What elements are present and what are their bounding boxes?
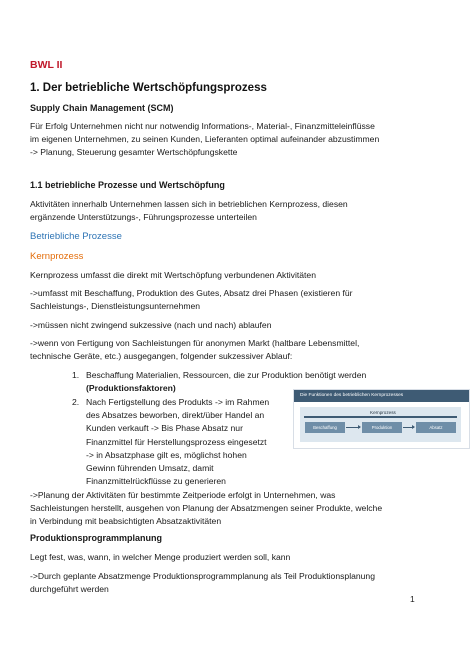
section-heading: Produktionsprogrammplanung [30, 533, 163, 543]
paragraph-line: ->Planung der Aktivitäten für bestimmte Zeitperiode erfolgt in Unternehmen, was [30, 490, 336, 500]
figure-box-produktion: Produktion [362, 422, 402, 433]
figure-bracket [304, 416, 457, 418]
paragraph-line: Sachleistungen herstellt, ausgehen von Planung der Absatzmengen seiner Produkte, welche [30, 503, 383, 513]
page-number: 1 [410, 594, 415, 604]
paragraph-line: ->Durch geplante Absatzmenge Produktionsprogrammplanung als Teil Produktionsplanung [30, 571, 375, 581]
figure-title: Die Funktionen des betrieblichen Kernprozesses [294, 390, 469, 402]
scm-text-line: -> Planung, Steuerung gesamter Wertschöpfungskette [30, 147, 238, 157]
paragraph-line: technische Geräte, etc.) ausgegangen, folgender sukzessiver Ablauf: [30, 351, 293, 361]
arrow-icon [403, 427, 414, 428]
scm-text-line: im eigenen Unternehmen, zu seinen Kunden, Lieferanten optimal aufeinander abzustimmen [30, 134, 380, 144]
list-item-line: Finanzmittelrückflüsse zu generieren [86, 476, 226, 487]
paragraph: ->müssen nicht zwingend sukzessive (nach und nach) ablaufen [30, 320, 272, 330]
figure-diagram [300, 407, 461, 442]
subsubsection-heading: Kernprozess [30, 251, 84, 262]
course-title: BWL II [30, 59, 63, 71]
scm-text-line: Für Erfolg Unternehmen nicht nur notwendig Informations-, Material-, Finanzmitteleinflüsse [30, 121, 375, 131]
section-heading: 1.1 betriebliche Prozesse und Wertschöpfung [30, 180, 225, 190]
list-item-line: (Produktionsfaktoren) [86, 383, 176, 394]
chapter-title: 1. Der betriebliche Wertschöpfungsprozess [30, 82, 267, 94]
paragraph-line: durchgeführt werden [30, 584, 109, 594]
list-item [72, 396, 307, 488]
numbered-list [72, 396, 307, 488]
list-number: 2. [72, 397, 80, 407]
section-text-line: Aktivitäten innerhalb Unternehmen lassen sich in betrieblichen Kernprozess, diesen [30, 199, 348, 209]
subsection-heading: Betriebliche Prozesse [30, 231, 122, 242]
list-item-line: Beschaffung Materialien, Ressourcen, die zur Produktion benötigt werden [86, 370, 367, 380]
list-item-line: Gewinn führenden Umsatz, damit [86, 463, 214, 474]
kernprozess-figure [293, 389, 470, 449]
list-item-line: Finanzmittel für Herstellungsprozess eingesetzt [86, 436, 267, 447]
figure-group-label: Kernprozess [370, 410, 396, 415]
paragraph-line: in Verbindung mit beabsichtigten Absatzaktivitäten [30, 516, 222, 526]
list-number: 1. [72, 370, 80, 380]
section-text-line: ergänzende Unterstützungs-, Führungsprozesse unterteilen [30, 212, 257, 222]
figure-box-beschaffung: Beschaffung [305, 422, 345, 433]
list-item-line: des Absatzes beworben, direkt/über Handel an [86, 410, 265, 421]
arrow-icon [346, 427, 360, 428]
paragraph: Kernprozess umfasst die direkt mit Wertschöpfung verbundenen Aktivitäten [30, 270, 316, 280]
paragraph-line: ->umfasst mit Beschaffung, Produktion des Gutes, Absatz drei Phasen (existieren für [30, 288, 353, 298]
list-item-line: Kunden verkauft -> Bis Phase Absatz nur [86, 423, 243, 434]
list-item-line: Nach Fertigstellung des Produkts -> im Rahmen [86, 397, 270, 407]
figure-box-absatz: Absatz [416, 422, 456, 433]
scm-heading: Supply Chain Management (SCM) [30, 103, 174, 113]
paragraph: Legt fest, was, wann, in welcher Menge produziert werden soll, kann [30, 552, 291, 562]
paragraph-line: Sachleistungs-, Dienstleistungsunternehmen [30, 301, 201, 311]
paragraph-line: ->wenn von Fertigung von Sachleistungen für anonymen Markt (haltbare Lebensmittel, [30, 338, 360, 348]
list-item-line: -> in Absatzphase gilt es, möglichst hohen [86, 449, 247, 460]
